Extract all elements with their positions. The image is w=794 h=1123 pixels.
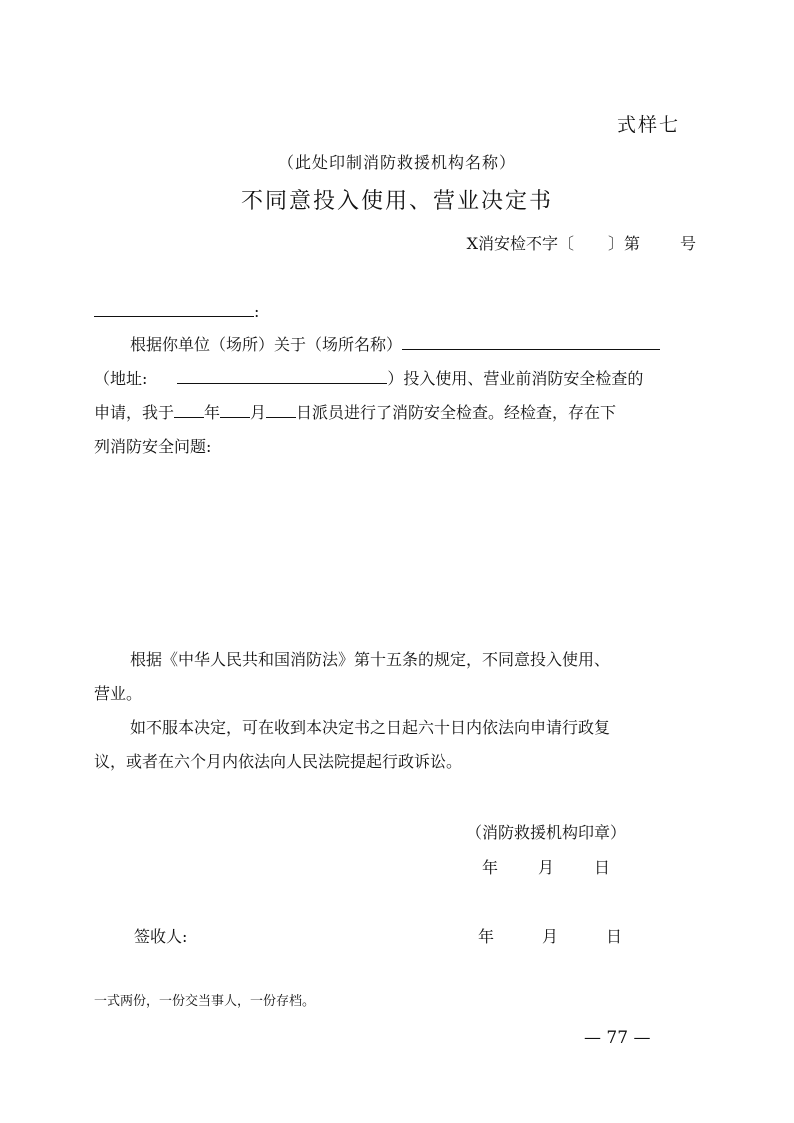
legal-basis-paragraph: 根据《中华人民共和国消防法》第十五条的规定，不同意投入使用、 营业。: [94, 650, 611, 703]
org-name-placeholder: （此处印制消防救援机构名称）: [277, 153, 516, 172]
day-blank: [266, 403, 296, 418]
recipient-colon: :: [254, 302, 260, 321]
para1-line2: （地址: ）投入使用、营业前消防安全检查的: [94, 369, 644, 388]
document-number: [467, 231, 696, 254]
year-blank: [174, 403, 204, 418]
para1-line3: 申请，我于 年 月 日派员进行了消防安全检查。经检查，存在下: [94, 403, 617, 422]
document-title: 不同意投入使用、营业决定书: [240, 189, 553, 214]
receipt-date: 年 月 日: [478, 927, 623, 946]
doc-number-mid: 〕第: [607, 234, 640, 253]
form-label: 式样七: [616, 114, 680, 136]
address-blank: [177, 369, 387, 384]
appeal-paragraph: 如不服本决定，可在收到本决定书之日起六十日内依法向申请行政复 议，或者在六个月内依法向人民法院提起行政诉讼。: [94, 718, 611, 771]
inspection-paragraph: [94, 328, 704, 464]
recipient-blank: [94, 302, 254, 317]
copies-note: 一式两份，一份交当事人，一份存档。: [94, 994, 316, 1009]
doc-number-suffix: 号: [679, 234, 696, 253]
doc-number-prefix: X消安检不字〔: [466, 234, 574, 253]
issue-date: 年 月 日: [482, 858, 611, 877]
para1-line4: 列消防安全问题:: [94, 437, 212, 456]
signer-label: 签收人:: [134, 927, 188, 946]
seal-label: （消防救援机构印章）: [466, 823, 627, 842]
venue-name-blank: [402, 335, 660, 350]
page-number: — 77 —: [584, 1028, 651, 1048]
month-blank: [220, 403, 250, 418]
para1-line1: 根据你单位（场所）关于（场所名称）: [94, 328, 704, 362]
recipient-line: [94, 302, 259, 321]
